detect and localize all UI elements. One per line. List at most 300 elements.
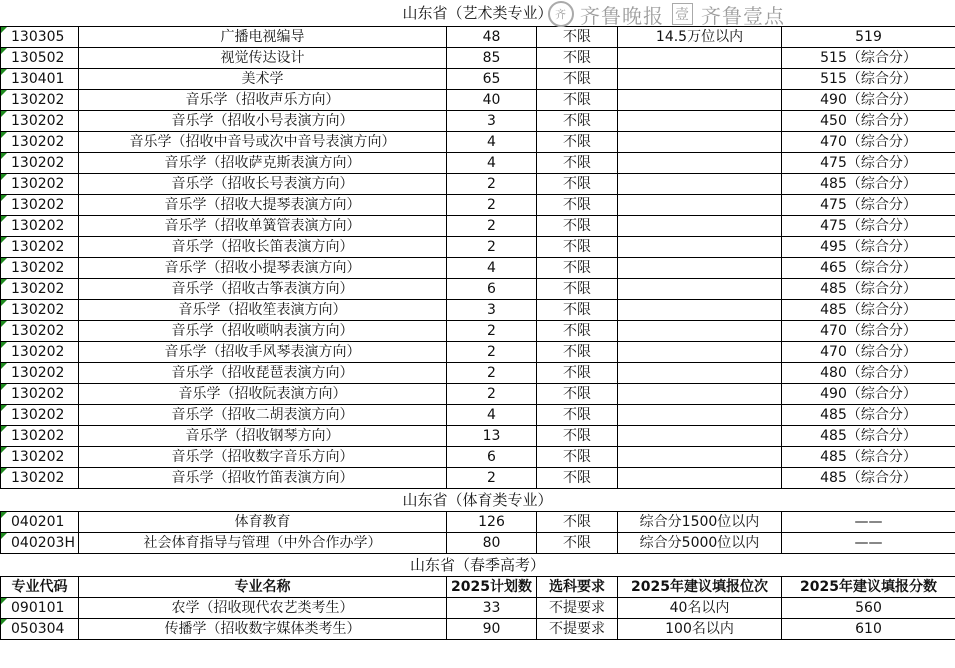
cell-subject[interactable]: [537, 384, 618, 405]
cell-subject[interactable]: [537, 216, 618, 237]
cell-rank-text: 综合分5000位以内: [639, 535, 760, 551]
cell-code[interactable]: [1, 512, 79, 533]
cell-score[interactable]: [782, 111, 955, 132]
table-row: [1, 132, 955, 153]
error-indicator-icon: [1, 132, 7, 138]
cell-score[interactable]: [782, 363, 955, 384]
cell-subject-text: 不限: [563, 407, 591, 423]
cell-code[interactable]: [1, 237, 79, 258]
cell-score-text: 490（综合分）: [820, 386, 917, 402]
cell-plan[interactable]: [447, 447, 537, 468]
cell-subject[interactable]: [537, 342, 618, 363]
cell-subject-text: 不限: [563, 470, 591, 486]
table-row: [1, 384, 955, 405]
error-indicator-icon: [1, 90, 7, 96]
spring-section-title-row: [0, 554, 955, 576]
header-score: 2025年建议填报分数: [782, 577, 955, 598]
cell-name[interactable]: [79, 90, 447, 111]
cell-rank[interactable]: [618, 237, 782, 258]
cell-code-text: 130202: [11, 218, 65, 234]
cell-score-text: 485（综合分）: [820, 176, 917, 192]
cell-plan-text: 2: [487, 239, 496, 255]
cell-code[interactable]: [1, 405, 79, 426]
cell-plan-text: 2: [487, 323, 496, 339]
cell-plan-text: 48: [482, 29, 501, 45]
cell-plan[interactable]: [447, 27, 537, 48]
cell-plan-text: 90: [482, 621, 501, 637]
table-row: [1, 279, 955, 300]
table-row: [1, 363, 955, 384]
cell-subject[interactable]: [537, 111, 618, 132]
cell-plan[interactable]: [447, 619, 537, 640]
cell-code-text: 130202: [11, 176, 65, 192]
cell-score[interactable]: [782, 300, 955, 321]
cell-subject[interactable]: [537, 153, 618, 174]
cell-code-text: 130202: [11, 470, 65, 486]
cell-name[interactable]: [79, 447, 447, 468]
table-row: [1, 598, 955, 619]
cell-name[interactable]: [79, 300, 447, 321]
cell-plan-text: 4: [487, 407, 496, 423]
cell-code[interactable]: [1, 174, 79, 195]
cell-plan[interactable]: [447, 426, 537, 447]
cell-subject-text: 不限: [563, 155, 591, 171]
cell-code[interactable]: [1, 27, 79, 48]
cell-score-text: 470（综合分）: [820, 323, 917, 339]
cell-subject[interactable]: [537, 69, 618, 90]
cell-subject[interactable]: [537, 426, 618, 447]
header-subject: 选科要求: [537, 577, 618, 598]
error-indicator-icon: [1, 619, 7, 625]
cell-subject-text: 不限: [563, 134, 591, 150]
error-indicator-icon: [1, 321, 7, 327]
cell-score[interactable]: [782, 598, 955, 619]
cell-subject-text: 不限: [563, 218, 591, 234]
cell-rank[interactable]: [618, 258, 782, 279]
cell-rank[interactable]: [618, 619, 782, 640]
cell-rank[interactable]: [618, 384, 782, 405]
cell-name-text: 音乐学（招收竹笛表演方向）: [171, 470, 354, 486]
error-indicator-icon: [1, 512, 7, 518]
cell-score-text: 485（综合分）: [820, 470, 917, 486]
cell-rank[interactable]: [618, 48, 782, 69]
cell-name[interactable]: [79, 237, 447, 258]
cell-name[interactable]: [79, 216, 447, 237]
cell-subject-text: 不限: [563, 323, 591, 339]
cell-score[interactable]: [782, 279, 955, 300]
cell-score[interactable]: [782, 405, 955, 426]
cell-code[interactable]: [1, 90, 79, 111]
cell-plan-text: 126: [478, 514, 505, 530]
cell-rank[interactable]: [618, 216, 782, 237]
cell-score[interactable]: [782, 258, 955, 279]
table-row: [1, 512, 955, 533]
cell-score[interactable]: [782, 447, 955, 468]
cell-code[interactable]: [1, 342, 79, 363]
cell-code[interactable]: [1, 533, 79, 554]
cell-name-text: 传播学（招收数字媒体类考生）: [164, 621, 361, 637]
cell-subject[interactable]: [537, 90, 618, 111]
cell-score-text: 470（综合分）: [820, 344, 917, 360]
cell-name[interactable]: [79, 279, 447, 300]
cell-score[interactable]: [782, 174, 955, 195]
cell-rank[interactable]: [618, 321, 782, 342]
cell-score[interactable]: [782, 216, 955, 237]
error-indicator-icon: [1, 279, 7, 285]
cell-code[interactable]: [1, 384, 79, 405]
cell-code[interactable]: [1, 69, 79, 90]
cell-plan[interactable]: [447, 153, 537, 174]
cell-code[interactable]: [1, 153, 79, 174]
cell-score-text: ——: [854, 535, 883, 551]
art-section-title: 山东省（艺术类专业）: [402, 4, 553, 22]
cell-code-text: 130202: [11, 281, 65, 297]
cell-score-text: 610: [855, 621, 882, 637]
cell-name-text: 广播电视编导: [220, 29, 305, 45]
cell-name-text: 音乐学（招收古筝表演方向）: [171, 281, 354, 297]
cell-score-text: 485（综合分）: [820, 281, 917, 297]
cell-plan[interactable]: [447, 384, 537, 405]
cell-subject-text: 不限: [563, 281, 591, 297]
cell-rank[interactable]: [618, 27, 782, 48]
cell-score[interactable]: [782, 132, 955, 153]
cell-rank[interactable]: [618, 363, 782, 384]
cell-score[interactable]: [782, 342, 955, 363]
cell-code-text: 130202: [11, 386, 65, 402]
cell-plan[interactable]: [447, 468, 537, 489]
cell-score[interactable]: [782, 48, 955, 69]
cell-plan[interactable]: [447, 90, 537, 111]
cell-name-text: 音乐学（招收琵琶表演方向）: [171, 365, 354, 381]
cell-subject[interactable]: [537, 468, 618, 489]
cell-plan-text: 33: [482, 600, 501, 616]
cell-score-text: 450（综合分）: [820, 113, 917, 129]
cell-code-text: 130202: [11, 197, 65, 213]
cell-name[interactable]: [79, 619, 447, 640]
cell-plan[interactable]: [447, 132, 537, 153]
cell-subject[interactable]: [537, 363, 618, 384]
cell-plan[interactable]: [447, 111, 537, 132]
cell-rank[interactable]: [618, 405, 782, 426]
cell-code[interactable]: [1, 426, 79, 447]
cell-score[interactable]: [782, 533, 955, 554]
error-indicator-icon: [1, 48, 7, 54]
cell-score-text: 485（综合分）: [820, 302, 917, 318]
cell-score-text: 465（综合分）: [820, 260, 917, 276]
header-code: 专业代码: [1, 577, 79, 598]
cell-subject[interactable]: [537, 598, 618, 619]
watermark-brand-2: 齐鲁壹点: [701, 3, 785, 28]
cell-name-text: 美术学: [241, 71, 284, 87]
cell-code-text: 130202: [11, 344, 65, 360]
cell-plan[interactable]: [447, 174, 537, 195]
cell-rank[interactable]: [618, 69, 782, 90]
table-row: [1, 195, 955, 216]
cell-code[interactable]: [1, 447, 79, 468]
cell-plan[interactable]: [447, 237, 537, 258]
cell-rank[interactable]: [618, 342, 782, 363]
cell-name[interactable]: [79, 195, 447, 216]
cell-score[interactable]: [782, 237, 955, 258]
cell-score-text: 515（综合分）: [820, 50, 917, 66]
cell-code[interactable]: [1, 195, 79, 216]
cell-code[interactable]: [1, 300, 79, 321]
cell-subject[interactable]: [537, 237, 618, 258]
cell-name-text: 音乐学（招收大提琴表演方向）: [164, 197, 361, 213]
cell-name[interactable]: [79, 512, 447, 533]
cell-code[interactable]: [1, 111, 79, 132]
cell-plan-text: 3: [487, 113, 496, 129]
cell-subject[interactable]: [537, 132, 618, 153]
error-indicator-icon: [1, 426, 7, 432]
cell-name[interactable]: [79, 27, 447, 48]
cell-plan-text: 2: [487, 176, 496, 192]
header-rank: 2025年建议填报位次: [618, 577, 782, 598]
spring-section-title: 山东省（春季高考）: [409, 556, 545, 574]
cell-name[interactable]: [79, 384, 447, 405]
sports-table: [0, 511, 955, 554]
cell-plan[interactable]: [447, 533, 537, 554]
cell-subject[interactable]: [537, 321, 618, 342]
cell-subject-text: 不提要求: [549, 621, 605, 637]
cell-subject[interactable]: [537, 300, 618, 321]
cell-code-text: 130401: [11, 71, 65, 87]
cell-score-text: 519: [855, 29, 882, 45]
cell-subject-text: 不限: [563, 535, 591, 551]
cell-code[interactable]: [1, 468, 79, 489]
cell-score[interactable]: [782, 512, 955, 533]
cell-name[interactable]: [79, 363, 447, 384]
cell-name[interactable]: [79, 321, 447, 342]
cell-subject[interactable]: [537, 447, 618, 468]
cell-plan[interactable]: [447, 48, 537, 69]
cell-name[interactable]: [79, 426, 447, 447]
cell-name[interactable]: [79, 533, 447, 554]
error-indicator-icon: [1, 405, 7, 411]
cell-subject-text: 不限: [563, 428, 591, 444]
error-indicator-icon: [1, 153, 7, 159]
cell-code[interactable]: [1, 48, 79, 69]
cell-rank[interactable]: [618, 90, 782, 111]
cell-plan[interactable]: [447, 363, 537, 384]
error-indicator-icon: [1, 300, 7, 306]
table-row: [1, 90, 955, 111]
cell-subject-text: 不限: [563, 197, 591, 213]
cell-plan[interactable]: [447, 598, 537, 619]
cell-rank-text: 40名以内: [669, 600, 730, 616]
cell-subject-text: 不限: [563, 302, 591, 318]
cell-name[interactable]: [79, 258, 447, 279]
error-indicator-icon: [1, 342, 7, 348]
cell-plan-text: 2: [487, 197, 496, 213]
cell-code[interactable]: [1, 132, 79, 153]
cell-subject-text: 不限: [563, 386, 591, 402]
cell-name-text: 音乐学（招收阮表演方向）: [178, 386, 347, 402]
cell-plan-text: 2: [487, 386, 496, 402]
cell-score[interactable]: [782, 468, 955, 489]
cell-code-text: 090101: [11, 600, 65, 616]
cell-name[interactable]: [79, 132, 447, 153]
cell-subject-text: 不限: [563, 71, 591, 87]
cell-score-text: 495（综合分）: [820, 239, 917, 255]
cell-score[interactable]: [782, 69, 955, 90]
cell-subject[interactable]: [537, 405, 618, 426]
cell-subject[interactable]: [537, 258, 618, 279]
cell-name[interactable]: [79, 153, 447, 174]
cell-rank[interactable]: [618, 300, 782, 321]
cell-score[interactable]: [782, 27, 955, 48]
cell-name-text: 音乐学（招收长笛表演方向）: [171, 239, 354, 255]
cell-code-text: 130202: [11, 155, 65, 171]
cell-name[interactable]: [79, 405, 447, 426]
error-indicator-icon: [1, 533, 7, 539]
cell-plan[interactable]: [447, 279, 537, 300]
cell-code-text: 130202: [11, 428, 65, 444]
cell-score-text: 475（综合分）: [820, 197, 917, 213]
cell-plan-text: 65: [482, 71, 501, 87]
cell-subject-text: 不限: [563, 92, 591, 108]
cell-code-text: 130502: [11, 50, 65, 66]
cell-plan[interactable]: [447, 258, 537, 279]
error-indicator-icon: [1, 468, 7, 474]
cell-name-text: 音乐学（招收手风琴表演方向）: [164, 344, 361, 360]
cell-subject[interactable]: [537, 27, 618, 48]
cell-name-text: 音乐学（招收钢琴方向）: [185, 428, 340, 444]
cell-name-text: 农学（招收现代农艺类考生）: [171, 600, 354, 616]
cell-rank[interactable]: [618, 174, 782, 195]
table-row: [1, 300, 955, 321]
cell-name-text: 视觉传达设计: [220, 50, 305, 66]
cell-rank-text: 综合分1500位以内: [639, 514, 760, 530]
cell-rank[interactable]: [618, 195, 782, 216]
cell-code[interactable]: [1, 363, 79, 384]
cell-code-text: 130305: [11, 29, 65, 45]
cell-name[interactable]: [79, 48, 447, 69]
table-row: [1, 619, 955, 640]
spring-table: [0, 576, 955, 640]
cell-subject[interactable]: [537, 533, 618, 554]
cell-code[interactable]: [1, 321, 79, 342]
cell-plan-text: 13: [482, 428, 501, 444]
error-indicator-icon: [1, 447, 7, 453]
cell-plan[interactable]: [447, 69, 537, 90]
cell-plan-text: 2: [487, 344, 496, 360]
cell-rank[interactable]: [618, 111, 782, 132]
cell-subject[interactable]: [537, 48, 618, 69]
cell-score-text: 480（综合分）: [820, 365, 917, 381]
cell-subject-text: 不提要求: [549, 600, 605, 616]
cell-rank[interactable]: [618, 279, 782, 300]
cell-rank[interactable]: [618, 468, 782, 489]
cell-rank[interactable]: [618, 447, 782, 468]
cell-score[interactable]: [782, 384, 955, 405]
cell-code[interactable]: [1, 279, 79, 300]
art-table: [0, 26, 955, 489]
cell-code[interactable]: [1, 216, 79, 237]
cell-name-text: 音乐学（招收声乐方向）: [185, 92, 340, 108]
cell-rank[interactable]: [618, 132, 782, 153]
cell-rank[interactable]: [618, 153, 782, 174]
cell-subject[interactable]: [537, 619, 618, 640]
error-indicator-icon: [1, 258, 7, 264]
cell-name[interactable]: [79, 342, 447, 363]
cell-code-text: 130202: [11, 113, 65, 129]
cell-subject[interactable]: [537, 279, 618, 300]
cell-score-text: 485（综合分）: [820, 449, 917, 465]
cell-name-text: 音乐学（招收小号表演方向）: [171, 113, 354, 129]
cell-plan[interactable]: [447, 342, 537, 363]
cell-name-text: 音乐学（招收中音号或次中音号表演方向）: [129, 134, 396, 150]
cell-rank[interactable]: [618, 533, 782, 554]
cell-subject-text: 不限: [563, 176, 591, 192]
cell-score[interactable]: [782, 153, 955, 174]
cell-code[interactable]: [1, 619, 79, 640]
cell-plan[interactable]: [447, 216, 537, 237]
cell-rank[interactable]: [618, 598, 782, 619]
watermark: [548, 2, 785, 26]
error-indicator-icon: [1, 174, 7, 180]
cell-name-text: 音乐学（招收二胡表演方向）: [171, 407, 354, 423]
cell-code-text: 040201: [11, 514, 65, 530]
cell-name-text: 音乐学（招收萨克斯表演方向）: [164, 155, 361, 171]
cell-subject[interactable]: [537, 174, 618, 195]
cell-name[interactable]: [79, 111, 447, 132]
cell-rank[interactable]: [618, 512, 782, 533]
cell-plan-text: 2: [487, 470, 496, 486]
cell-code[interactable]: [1, 258, 79, 279]
cell-plan[interactable]: [447, 405, 537, 426]
cell-name[interactable]: [79, 69, 447, 90]
cell-subject[interactable]: [537, 512, 618, 533]
cell-plan-text: 4: [487, 260, 496, 276]
cell-score-text: ——: [854, 514, 883, 530]
cell-score[interactable]: [782, 426, 955, 447]
cell-name[interactable]: [79, 174, 447, 195]
cell-plan-text: 6: [487, 281, 496, 297]
cell-subject[interactable]: [537, 195, 618, 216]
cell-code-text: 130202: [11, 239, 65, 255]
error-indicator-icon: [1, 195, 7, 201]
cell-plan-text: 40: [482, 92, 501, 108]
cell-plan-text: 2: [487, 218, 496, 234]
cell-subject-text: 不限: [563, 449, 591, 465]
cell-score-text: 560: [855, 600, 882, 616]
cell-name-text: 音乐学（招收唢呐表演方向）: [171, 323, 354, 339]
cell-name[interactable]: [79, 598, 447, 619]
table-row: [1, 237, 955, 258]
cell-rank[interactable]: [618, 426, 782, 447]
watermark-brand-1: 齐鲁晚报: [580, 3, 664, 28]
cell-score[interactable]: [782, 90, 955, 111]
cell-name-text: 体育教育: [234, 514, 291, 530]
cell-score[interactable]: [782, 195, 955, 216]
cell-subject-text: 不限: [563, 29, 591, 45]
table-row: [1, 153, 955, 174]
cell-name[interactable]: [79, 468, 447, 489]
cell-rank-text: 14.5万位以内: [655, 29, 744, 45]
table-row: [1, 321, 955, 342]
cell-code[interactable]: [1, 598, 79, 619]
cell-score[interactable]: [782, 321, 955, 342]
cell-score-text: 470（综合分）: [820, 134, 917, 150]
cell-plan[interactable]: [447, 195, 537, 216]
cell-plan[interactable]: [447, 512, 537, 533]
cell-plan[interactable]: [447, 321, 537, 342]
cell-score[interactable]: [782, 619, 955, 640]
cell-plan[interactable]: [447, 300, 537, 321]
cell-score-text: 475（综合分）: [820, 218, 917, 234]
error-indicator-icon: [1, 384, 7, 390]
